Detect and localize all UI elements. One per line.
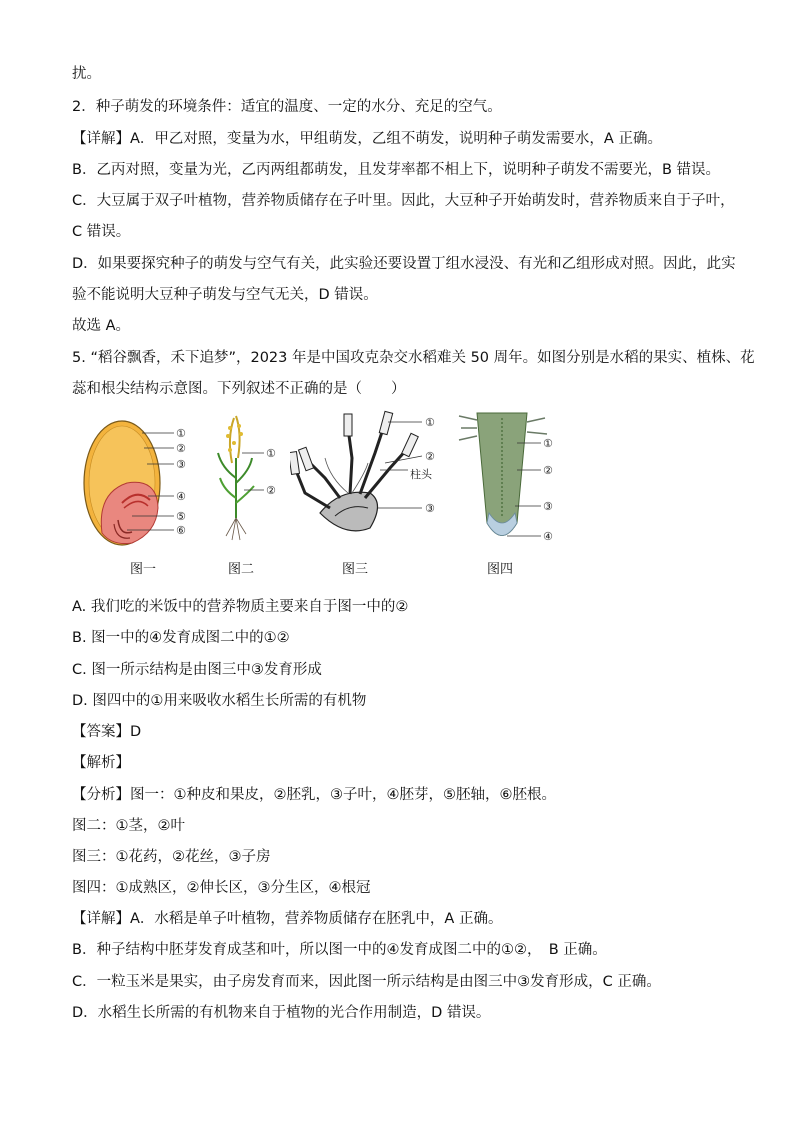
text-line: 验不能说明大豆种子萌发与空气无关，D 错误。 [72,287,378,303]
analysis-line: D．水稻生长所需的有机物来自于植物的光合作用制造，D 错误。 [72,1005,491,1021]
root-tip-illustration [457,408,577,558]
text-line: 扰。 [72,66,101,82]
question-stem: 蕊和根尖结构示意图。下列叙述不正确的是（ ） [72,381,406,397]
figure-3 [290,408,450,583]
fig4-label: ② [543,464,553,477]
flower-pistil-illustration [290,408,450,558]
fig1-label: ⑥ [176,524,186,537]
fig4-label: ③ [543,500,553,513]
answer: 【答案】D [72,724,142,740]
fig1-label: ③ [176,458,186,471]
figure-caption: 图二 [228,562,255,577]
fig4-label: ④ [543,530,553,543]
analysis-line: 【分析】图一：①种皮和果皮，②胚乳，③子叶，④胚芽，⑤胚轴，⑥胚根。 [72,787,556,803]
text-line: C．大豆属于双子叶植物，营养物质储存在子叶里。因此，大豆种子开始萌发时，营养物质来自于子叶， [72,193,735,209]
figure-group [72,408,592,583]
option-c: C. 图一所示结构是由图三中③发育形成 [72,662,322,678]
text-line: D．如果要探究种子的萌发与空气有关，此实验还要设置丁组水浸没、有光和乙组形成对照。因此，此实 [72,256,736,272]
analysis-line: B．种子结构中胚芽发育成茎和叶，所以图一中的④发育成图二中的①②， B 正确。 [72,942,607,958]
analysis-line: C．一粒玉米是果实，由子房发育而来，因此图一所示结构是由图三中③发育形成，C 正确。 [72,974,661,990]
figure-4 [457,408,577,583]
question-stem: 5. “稻谷飘香，禾下追梦”，2023 年是中国攻克杂交水稻难关 50 周年。如图分别是水稻的果实、植株、花 [72,350,755,366]
fig3-label: ③ [425,502,435,515]
rice-grain-illustration [72,408,202,558]
analysis-line: 图二：①茎，②叶 [72,818,185,834]
text-line: C 错误。 [72,224,131,240]
fig1-label: ④ [176,490,186,503]
text-line: B．乙丙对照，变量为光，乙丙两组都萌发，且发芽率都不相上下，说明种子萌发不需要光，B 错误。 [72,162,721,178]
text-line: 故选 A。 [72,318,131,334]
figure-1 [72,408,202,583]
rice-plant-illustration [212,408,292,558]
analysis-line: 图四：①成熟区，②伸长区，③分生区，④根冠 [72,880,371,896]
text-line: 【详解】A．甲乙对照，变量为水，甲组萌发，乙组不萌发，说明种子萌发需要水，A 正确。 [72,131,662,147]
option-a: A. 我们吃的米饭中的营养物质主要来自于图一中的② [72,599,409,615]
fig3-label: ① [425,416,435,429]
analysis-heading: 【解析】 [72,755,130,771]
analysis-line: 【详解】A．水稻是单子叶植物，营养物质储存在胚乳中，A 正确。 [72,911,503,927]
fig3-label: ② [425,450,435,463]
text-line: 2．种子萌发的环境条件：适宜的温度、一定的水分、充足的空气。 [72,99,502,115]
fig2-label: ① [266,447,276,460]
figure-caption: 图四 [487,562,514,577]
fig1-label: ⑤ [176,510,186,523]
option-b: B. 图一中的④发育成图二中的①② [72,630,290,646]
option-d: D. 图四中的①用来吸收水稻生长所需的有机物 [72,693,367,709]
figure-caption: 图三 [342,562,369,577]
fig1-label: ① [176,427,186,440]
fig1-label: ② [176,442,186,455]
fig4-label: ① [543,437,553,450]
fig3-label: 柱头 [410,468,432,481]
fig2-label: ② [266,484,276,497]
figure-caption: 图一 [130,562,157,577]
figure-2 [212,408,292,583]
analysis-line: 图三：①花药，②花丝，③子房 [72,849,271,865]
